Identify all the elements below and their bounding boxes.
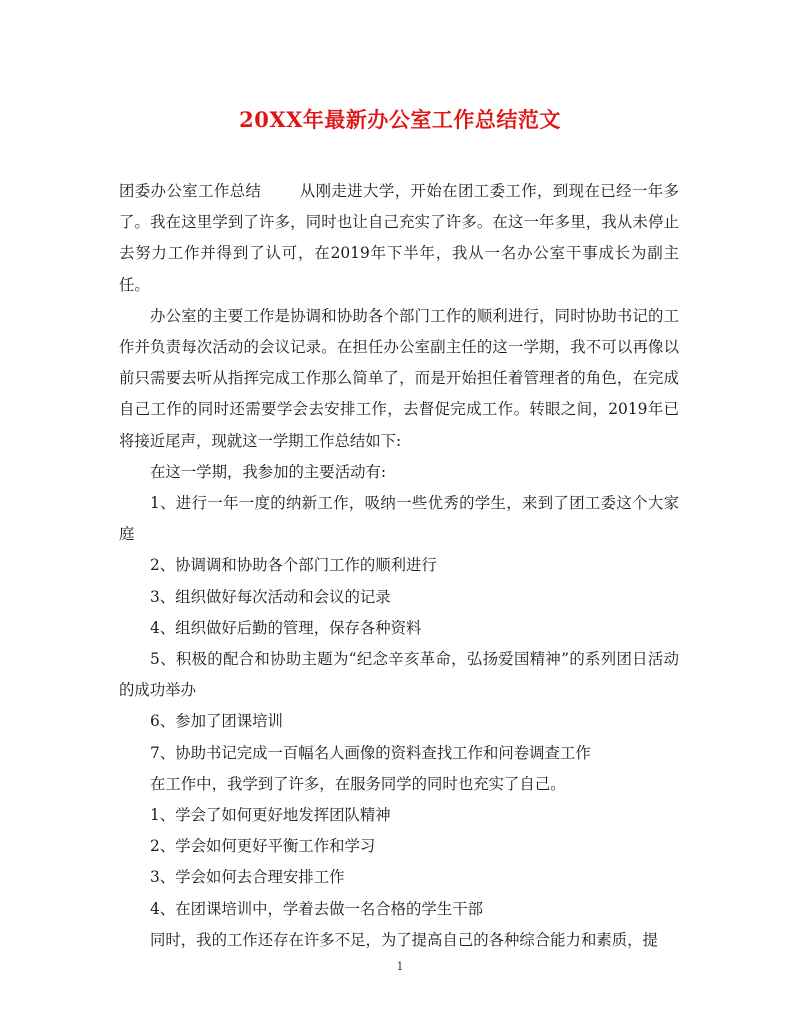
list-item-learning-2: 2、学会如何更好平衡工作和学习 (150, 837, 376, 856)
list-item-activity-2: 2、协调调和协助各个部门工作的顺利进行 (150, 556, 437, 575)
list-item-activity-3: 3、组织做好每次活动和会议的记录 (150, 587, 391, 606)
intro-paragraph (119, 176, 679, 301)
intro-text: 从刚走进大学，开始在团工委工作，到现在已经一年多了。我在这里学到了许多，同时也让自己充实了许多。在这一年多里，我从未停止去努力工作并得到了认可，在2019年下半年，我从一名办公室干事成长为副主任。 (119, 182, 679, 294)
page-number: 1 (396, 960, 404, 973)
list-item-activity-5: 5、积极的配合和协助主题为“纪念辛亥革命，弘扬爱国精神”的系列团日活动的成功举办 (119, 650, 679, 700)
list-item-activity-1: 1、进行一年一度的纳新工作，吸纳一些优秀的学生，来到了团工委这个大家庭 (119, 494, 679, 544)
paragraph-activities-heading: 在这一学期，我参加的主要活动有: (150, 462, 387, 481)
intro-label: 团委办公室工作总结 (119, 182, 262, 200)
document-title: 20XX年最新办公室工作总结范文 (239, 107, 561, 132)
list-item-activity-6: 6、参加了团课培训 (150, 712, 283, 731)
list-item-learning-4: 4、在团课培训中，学着去做一名合格的学生干部 (150, 899, 483, 918)
paragraph-duties: 办公室的主要工作是协调和协助各个部门工作的顺利进行，同时协助书记的工作并负责每次活动的会议记录。在担任办公室副主任的这一学期，我不可以再像以前只需要去听从指挥完成工作那么简单了，而是开始担任着管理者的角色，在完成自己工作的同时还需要学会去安排工作，去督促完成工作。转眼之间，2019年已将接近尾声，现就这一学期工作总结如下: (119, 306, 679, 450)
list-item-activity-7: 7、协助书记完成一百幅名人画像的资料查找工作和问卷调查工作 (150, 743, 591, 762)
list-item-learning-3: 3、学会如何去合理安排工作 (150, 868, 345, 887)
list-item-activity-4: 4、组织做好后勤的管理，保存各种资料 (150, 618, 422, 637)
paragraph-shortcomings: 同时，我的工作还存在许多不足，为了提高自己的各种综合能力和素质，提 (150, 930, 658, 949)
document-body (119, 176, 679, 956)
paragraph-learnings: 在工作中，我学到了许多，在服务同学的同时也充实了自己。 (150, 774, 566, 793)
list-item-learning-1: 1、学会了如何更好地发挥团队精神 (150, 806, 391, 825)
